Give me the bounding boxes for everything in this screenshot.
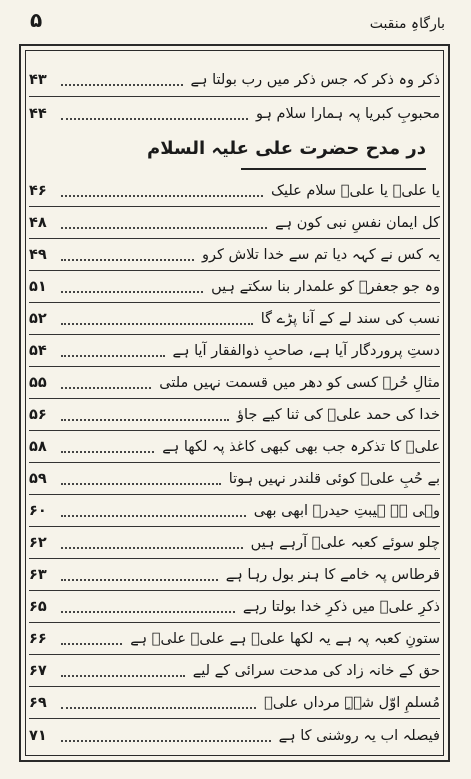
toc-entry: [29, 307, 440, 331]
toc-entry-page: ۴۸: [29, 215, 47, 231]
toc-entry: [29, 403, 440, 427]
toc-leader-dots: [61, 217, 267, 229]
toc-entry-page: ۶۹: [29, 695, 47, 711]
toc-divider: [29, 494, 440, 495]
toc-leader-dots: [61, 409, 229, 421]
toc-divider: [29, 718, 440, 719]
toc-entry-title: نسب کی سند لے کے آنا پڑے گا: [260, 311, 440, 327]
toc-entry: [29, 243, 440, 267]
toc-entry-page: ۶۷: [29, 663, 47, 679]
section-heading: در مدح حضرت علی علیہ السلام: [147, 138, 426, 159]
toc-leader-dots: [61, 249, 194, 261]
toc-leader-dots: [61, 601, 235, 613]
toc-divider: [29, 238, 440, 239]
toc-entry: [29, 211, 440, 235]
running-header: بارگاہِ منقبت: [369, 16, 445, 32]
section-heading-underline: [241, 168, 426, 170]
toc-entry-title: مثالِ حُرؑ کسی کو دھر میں قسمت نہیں ملتی: [159, 375, 440, 391]
toc-entry-page: ۵۸: [29, 439, 47, 455]
toc-leader-dots: [61, 185, 263, 197]
toc-entry-page: ۵۶: [29, 407, 47, 423]
toc-entry: [29, 595, 440, 619]
toc-entry-title: یہ کس نے کہہ دیا تم سے خدا تلاش کرو: [202, 247, 440, 263]
toc-entry-title: محبوبِ کبریا پہ ہمارا سلام ہو: [255, 106, 440, 122]
toc-divider: [29, 686, 440, 687]
toc-leader-dots: [61, 569, 218, 581]
toc-entry-title: دستِ پروردگار آیا ہے، صاحبِ ذوالفقار آیا ہے: [172, 343, 440, 359]
toc-leader-dots: [61, 441, 154, 453]
toc-entry-title: ذکرِ علیؑ میں ذکرِ خدا بولتا رہے: [242, 599, 440, 615]
toc-entry: [29, 68, 440, 92]
toc-divider: [29, 206, 440, 207]
toc-leader-dots: [61, 281, 203, 293]
toc-entry-page: ۶۲: [29, 535, 47, 551]
toc-leader-dots: [61, 730, 271, 742]
toc-entry-title: یا علیؑ یا علیؑ سلام علیک: [270, 183, 440, 199]
toc-entry-page: ۷۱: [29, 728, 47, 744]
toc-entry-page: ۵۴: [29, 343, 47, 359]
toc-entry-title: وہی ہے ہیبتِ حیدرؑ ابھی بھی: [253, 503, 440, 519]
toc-leader-dots: [61, 377, 151, 389]
toc-entry: [29, 467, 440, 491]
toc-divider: [29, 654, 440, 655]
toc-entry: [29, 371, 440, 395]
toc-entry-page: ۴۴: [29, 106, 47, 122]
toc-entry-title: ستونِ کعبہ پہ ہے یہ لکھا علیؑ ہے علیؑ علیؑ ہے: [130, 631, 440, 647]
toc-divider: [29, 334, 440, 335]
toc-leader-dots: [61, 505, 246, 517]
toc-entry: [29, 275, 440, 299]
toc-entry-title: قرطاس پہ خامے کا ہنر بول رہا ہے: [225, 567, 440, 583]
toc-entry: [29, 659, 440, 683]
toc-entry-title: کل ایمان نفسِ نبی کون ہے: [275, 215, 440, 231]
toc-entry-page: ۶۳: [29, 567, 47, 583]
toc-entry: [29, 179, 440, 203]
toc-entry: [29, 435, 440, 459]
toc-leader-dots: [61, 665, 185, 677]
toc-entry-page: ۶۰: [29, 503, 47, 519]
toc-entry-page: ۵۱: [29, 279, 47, 295]
toc-divider: [29, 270, 440, 271]
page-number: ۵: [30, 8, 43, 32]
toc-divider: [29, 366, 440, 367]
toc-entry-page: ۵۲: [29, 311, 47, 327]
page-frame: [19, 44, 450, 762]
table-of-contents: [29, 46, 440, 760]
toc-entry-page: ۶۵: [29, 599, 47, 615]
toc-entry: [29, 627, 440, 651]
toc-divider: [29, 96, 440, 97]
toc-leader-dots: [61, 74, 183, 86]
toc-leader-dots: [61, 108, 248, 120]
toc-leader-dots: [61, 313, 253, 325]
toc-divider: [29, 302, 440, 303]
toc-entry-page: ۶۶: [29, 631, 47, 647]
toc-entry-title: فیصلہ اب یہ روشنی کا ہے: [278, 728, 440, 744]
toc-entry-title: حق کے خانہ زاد کی مدحت سرائی کے لیے: [192, 663, 440, 679]
toc-leader-dots: [61, 473, 221, 485]
toc-leader-dots: [61, 633, 122, 645]
toc-leader-dots: [61, 345, 165, 357]
toc-leader-dots: [61, 537, 243, 549]
toc-divider: [29, 590, 440, 591]
toc-entry: [29, 339, 440, 363]
toc-divider: [29, 462, 440, 463]
toc-divider: [29, 622, 440, 623]
toc-entry-page: ۴۶: [29, 183, 47, 199]
toc-divider: [29, 558, 440, 559]
toc-entry: [29, 724, 440, 748]
toc-divider: [29, 526, 440, 527]
toc-entry-title: وہ جو جعفرؑ کو علمدار بنا سکتے ہیں: [211, 279, 440, 295]
toc-entry-title: خدا کی حمد علیؑ کی ثنا کیے جاؤ: [236, 407, 440, 423]
toc-entry-page: ۵۵: [29, 375, 47, 391]
toc-divider: [29, 430, 440, 431]
toc-entry-title: علیؑ کا تذکرہ جب بھی کبھی کاغذ پہ لکھا ہے: [162, 439, 440, 455]
toc-entry: [29, 499, 440, 523]
toc-entry-page: ۴۳: [29, 72, 47, 88]
toc-entry-page: ۴۹: [29, 247, 47, 263]
toc-entry: [29, 102, 440, 126]
toc-divider: [29, 398, 440, 399]
toc-entry-page: ۵۹: [29, 471, 47, 487]
toc-leader-dots: [61, 697, 256, 709]
toc-entry: [29, 531, 440, 555]
toc-entry-title: ذکر وہ ذکر کہ جس ذکر میں رب بولتا ہے: [190, 72, 440, 88]
toc-entry: [29, 563, 440, 587]
toc-entry-title: بے حُبِ علیؑ کوئی قلندر نہیں ہوتا: [228, 471, 440, 487]
toc-entry: [29, 691, 440, 715]
toc-entry-title: چلو سوئے کعبہ علیؑ آرہے ہیں: [250, 535, 440, 551]
toc-entry-title: مُسلمِ اوّل شہہِ مرداں علیؑ: [264, 695, 440, 711]
